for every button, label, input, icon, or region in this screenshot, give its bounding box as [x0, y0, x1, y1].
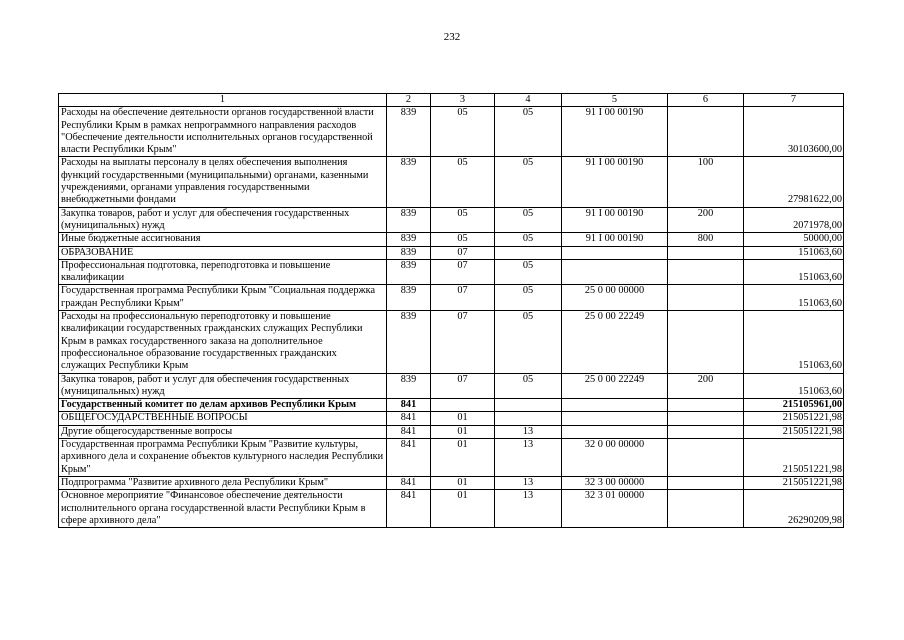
header-cell-3: 3 [431, 94, 495, 107]
row-subsection-code: 05 [495, 373, 562, 399]
row-ministry-code: 841 [387, 476, 431, 489]
table-row [59, 373, 844, 399]
row-section-code: 07 [431, 259, 495, 285]
row-amount: 151063,60 [744, 259, 844, 285]
row-expense-type [668, 490, 744, 528]
row-target-article [562, 425, 668, 438]
row-name: ОБЩЕГОСУДАРСТВЕННЫЕ ВОПРОСЫ [59, 412, 387, 425]
row-subsection-code: 05 [495, 233, 562, 246]
row-amount: 215051221,98 [744, 425, 844, 438]
row-ministry-code: 841 [387, 425, 431, 438]
row-ministry-code: 841 [387, 490, 431, 528]
row-section-code: 05 [431, 233, 495, 246]
row-name: Закупка товаров, работ и услуг для обеспечения государственных (муниципальных) нужд [59, 207, 387, 233]
row-expense-type [668, 412, 744, 425]
row-target-article: 25 0 00 00000 [562, 285, 668, 311]
row-section-code: 07 [431, 246, 495, 259]
row-ministry-code: 841 [387, 412, 431, 425]
row-expense-type [668, 246, 744, 259]
row-amount: 215051221,98 [744, 476, 844, 489]
row-subsection-code: 05 [495, 207, 562, 233]
row-section-code: 07 [431, 311, 495, 373]
row-expense-type: 100 [668, 157, 744, 207]
row-name: Государственный комитет по делам архивов Республики Крым [59, 399, 387, 412]
row-subsection-code [495, 399, 562, 412]
table-row [59, 425, 844, 438]
table-row [59, 412, 844, 425]
row-section-code: 01 [431, 490, 495, 528]
row-section-code: 01 [431, 476, 495, 489]
row-subsection-code: 05 [495, 285, 562, 311]
row-name: Расходы на обеспечение деятельности органов государственной власти Республики Крым в рамках непрограммного направления расходов "Обеспечение деятельности исполнительных органов государственной власти Республики Крым" [59, 107, 387, 157]
row-subsection-code: 05 [495, 107, 562, 157]
table-row [59, 107, 844, 157]
row-target-article [562, 259, 668, 285]
row-section-code [431, 399, 495, 412]
row-ministry-code: 839 [387, 311, 431, 373]
row-name: Расходы на профессиональную переподготовку и повышение квалификации государственных гражданских служащих Республики Крым в рамках государственного заказа на дополнительное профессиональное образование государственных гражданских служащих Республики Крым [59, 311, 387, 373]
table-row [59, 476, 844, 489]
row-target-article: 25 0 00 22249 [562, 373, 668, 399]
row-ministry-code: 841 [387, 399, 431, 412]
header-cell-6: 6 [668, 94, 744, 107]
row-section-code: 05 [431, 107, 495, 157]
row-amount: 26290209,98 [744, 490, 844, 528]
row-subsection-code: 13 [495, 439, 562, 477]
row-ministry-code: 839 [387, 207, 431, 233]
row-expense-type [668, 425, 744, 438]
row-expense-type [668, 107, 744, 157]
table-row [59, 157, 844, 207]
row-name: Закупка товаров, работ и услуг для обеспечения государственных (муниципальных) нужд [59, 373, 387, 399]
row-target-article: 91 I 00 00190 [562, 207, 668, 233]
table-row [59, 233, 844, 246]
row-expense-type: 200 [668, 207, 744, 233]
header-row [59, 94, 844, 107]
row-target-article: 25 0 00 22249 [562, 311, 668, 373]
row-name: Государственная программа Республики Крым "Социальная поддержка граждан Республики Крым" [59, 285, 387, 311]
row-ministry-code: 841 [387, 439, 431, 477]
row-amount: 151063,60 [744, 311, 844, 373]
row-expense-type [668, 311, 744, 373]
row-expense-type [668, 285, 744, 311]
row-subsection-code [495, 246, 562, 259]
row-name: ОБРАЗОВАНИЕ [59, 246, 387, 259]
row-section-code: 07 [431, 285, 495, 311]
header-cell-4: 4 [495, 94, 562, 107]
budget-table [58, 93, 844, 528]
row-name: Профессиональная подготовка, переподготовка и повышение квалификации [59, 259, 387, 285]
row-name: Подпрограмма "Развитие архивного дела Республики Крым" [59, 476, 387, 489]
row-name: Другие общегосударственные вопросы [59, 425, 387, 438]
row-target-article [562, 246, 668, 259]
row-subsection-code: 13 [495, 425, 562, 438]
header-cell-7: 7 [744, 94, 844, 107]
row-amount: 151063,60 [744, 285, 844, 311]
table-row [59, 490, 844, 528]
header-cell-2: 2 [387, 94, 431, 107]
row-subsection-code: 05 [495, 311, 562, 373]
row-target-article: 91 I 00 00190 [562, 157, 668, 207]
row-expense-type [668, 439, 744, 477]
row-target-article: 91 I 00 00190 [562, 233, 668, 246]
row-subsection-code: 05 [495, 259, 562, 285]
table-row [59, 246, 844, 259]
row-amount: 215051221,98 [744, 412, 844, 425]
row-target-article: 32 3 01 00000 [562, 490, 668, 528]
row-subsection-code: 13 [495, 490, 562, 528]
row-ministry-code: 839 [387, 233, 431, 246]
page-number: 232 [443, 31, 461, 43]
row-name: Расходы на выплаты персоналу в целях обеспечения выполнения функций государственными (муниципальными) органами, казенными учреждениями, органами управления государственными внебюджетными фондами [59, 157, 387, 207]
table-row [59, 399, 844, 412]
row-section-code: 05 [431, 157, 495, 207]
row-expense-type [668, 399, 744, 412]
row-section-code: 01 [431, 439, 495, 477]
row-ministry-code: 839 [387, 157, 431, 207]
row-ministry-code: 839 [387, 285, 431, 311]
table-row [59, 311, 844, 373]
row-amount: 2071978,00 [744, 207, 844, 233]
row-ministry-code: 839 [387, 107, 431, 157]
table-row [59, 439, 844, 477]
row-name: Основное мероприятие "Финансовое обеспечение деятельности исполнительного органа государственной власти Республики Крым в сфере архивного дела" [59, 490, 387, 528]
row-subsection-code: 05 [495, 157, 562, 207]
row-target-article: 32 3 00 00000 [562, 476, 668, 489]
row-expense-type [668, 259, 744, 285]
row-ministry-code: 839 [387, 246, 431, 259]
row-name: Государственная программа Республики Крым "Развитие культуры, архивного дела и сохранение объектов культурного наследия Республики Крым" [59, 439, 387, 477]
row-amount: 215051221,98 [744, 439, 844, 477]
row-expense-type: 800 [668, 233, 744, 246]
row-target-article [562, 399, 668, 412]
row-subsection-code [495, 412, 562, 425]
row-target-article: 32 0 00 00000 [562, 439, 668, 477]
row-amount: 151063,60 [744, 246, 844, 259]
row-amount: 215105961,00 [744, 399, 844, 412]
row-amount: 30103600,00 [744, 107, 844, 157]
header-cell-5: 5 [562, 94, 668, 107]
row-subsection-code: 13 [495, 476, 562, 489]
table-row [59, 259, 844, 285]
row-ministry-code: 839 [387, 373, 431, 399]
row-amount: 151063,60 [744, 373, 844, 399]
row-section-code: 01 [431, 412, 495, 425]
row-section-code: 05 [431, 207, 495, 233]
row-target-article [562, 412, 668, 425]
row-amount: 27981622,00 [744, 157, 844, 207]
row-target-article: 91 I 00 00190 [562, 107, 668, 157]
table-row [59, 285, 844, 311]
header-cell-1: 1 [59, 94, 387, 107]
row-section-code: 07 [431, 373, 495, 399]
row-expense-type: 200 [668, 373, 744, 399]
row-section-code: 01 [431, 425, 495, 438]
row-name: Иные бюджетные ассигнования [59, 233, 387, 246]
table-row [59, 207, 844, 233]
row-amount: 50000,00 [744, 233, 844, 246]
row-expense-type [668, 476, 744, 489]
row-ministry-code: 839 [387, 259, 431, 285]
